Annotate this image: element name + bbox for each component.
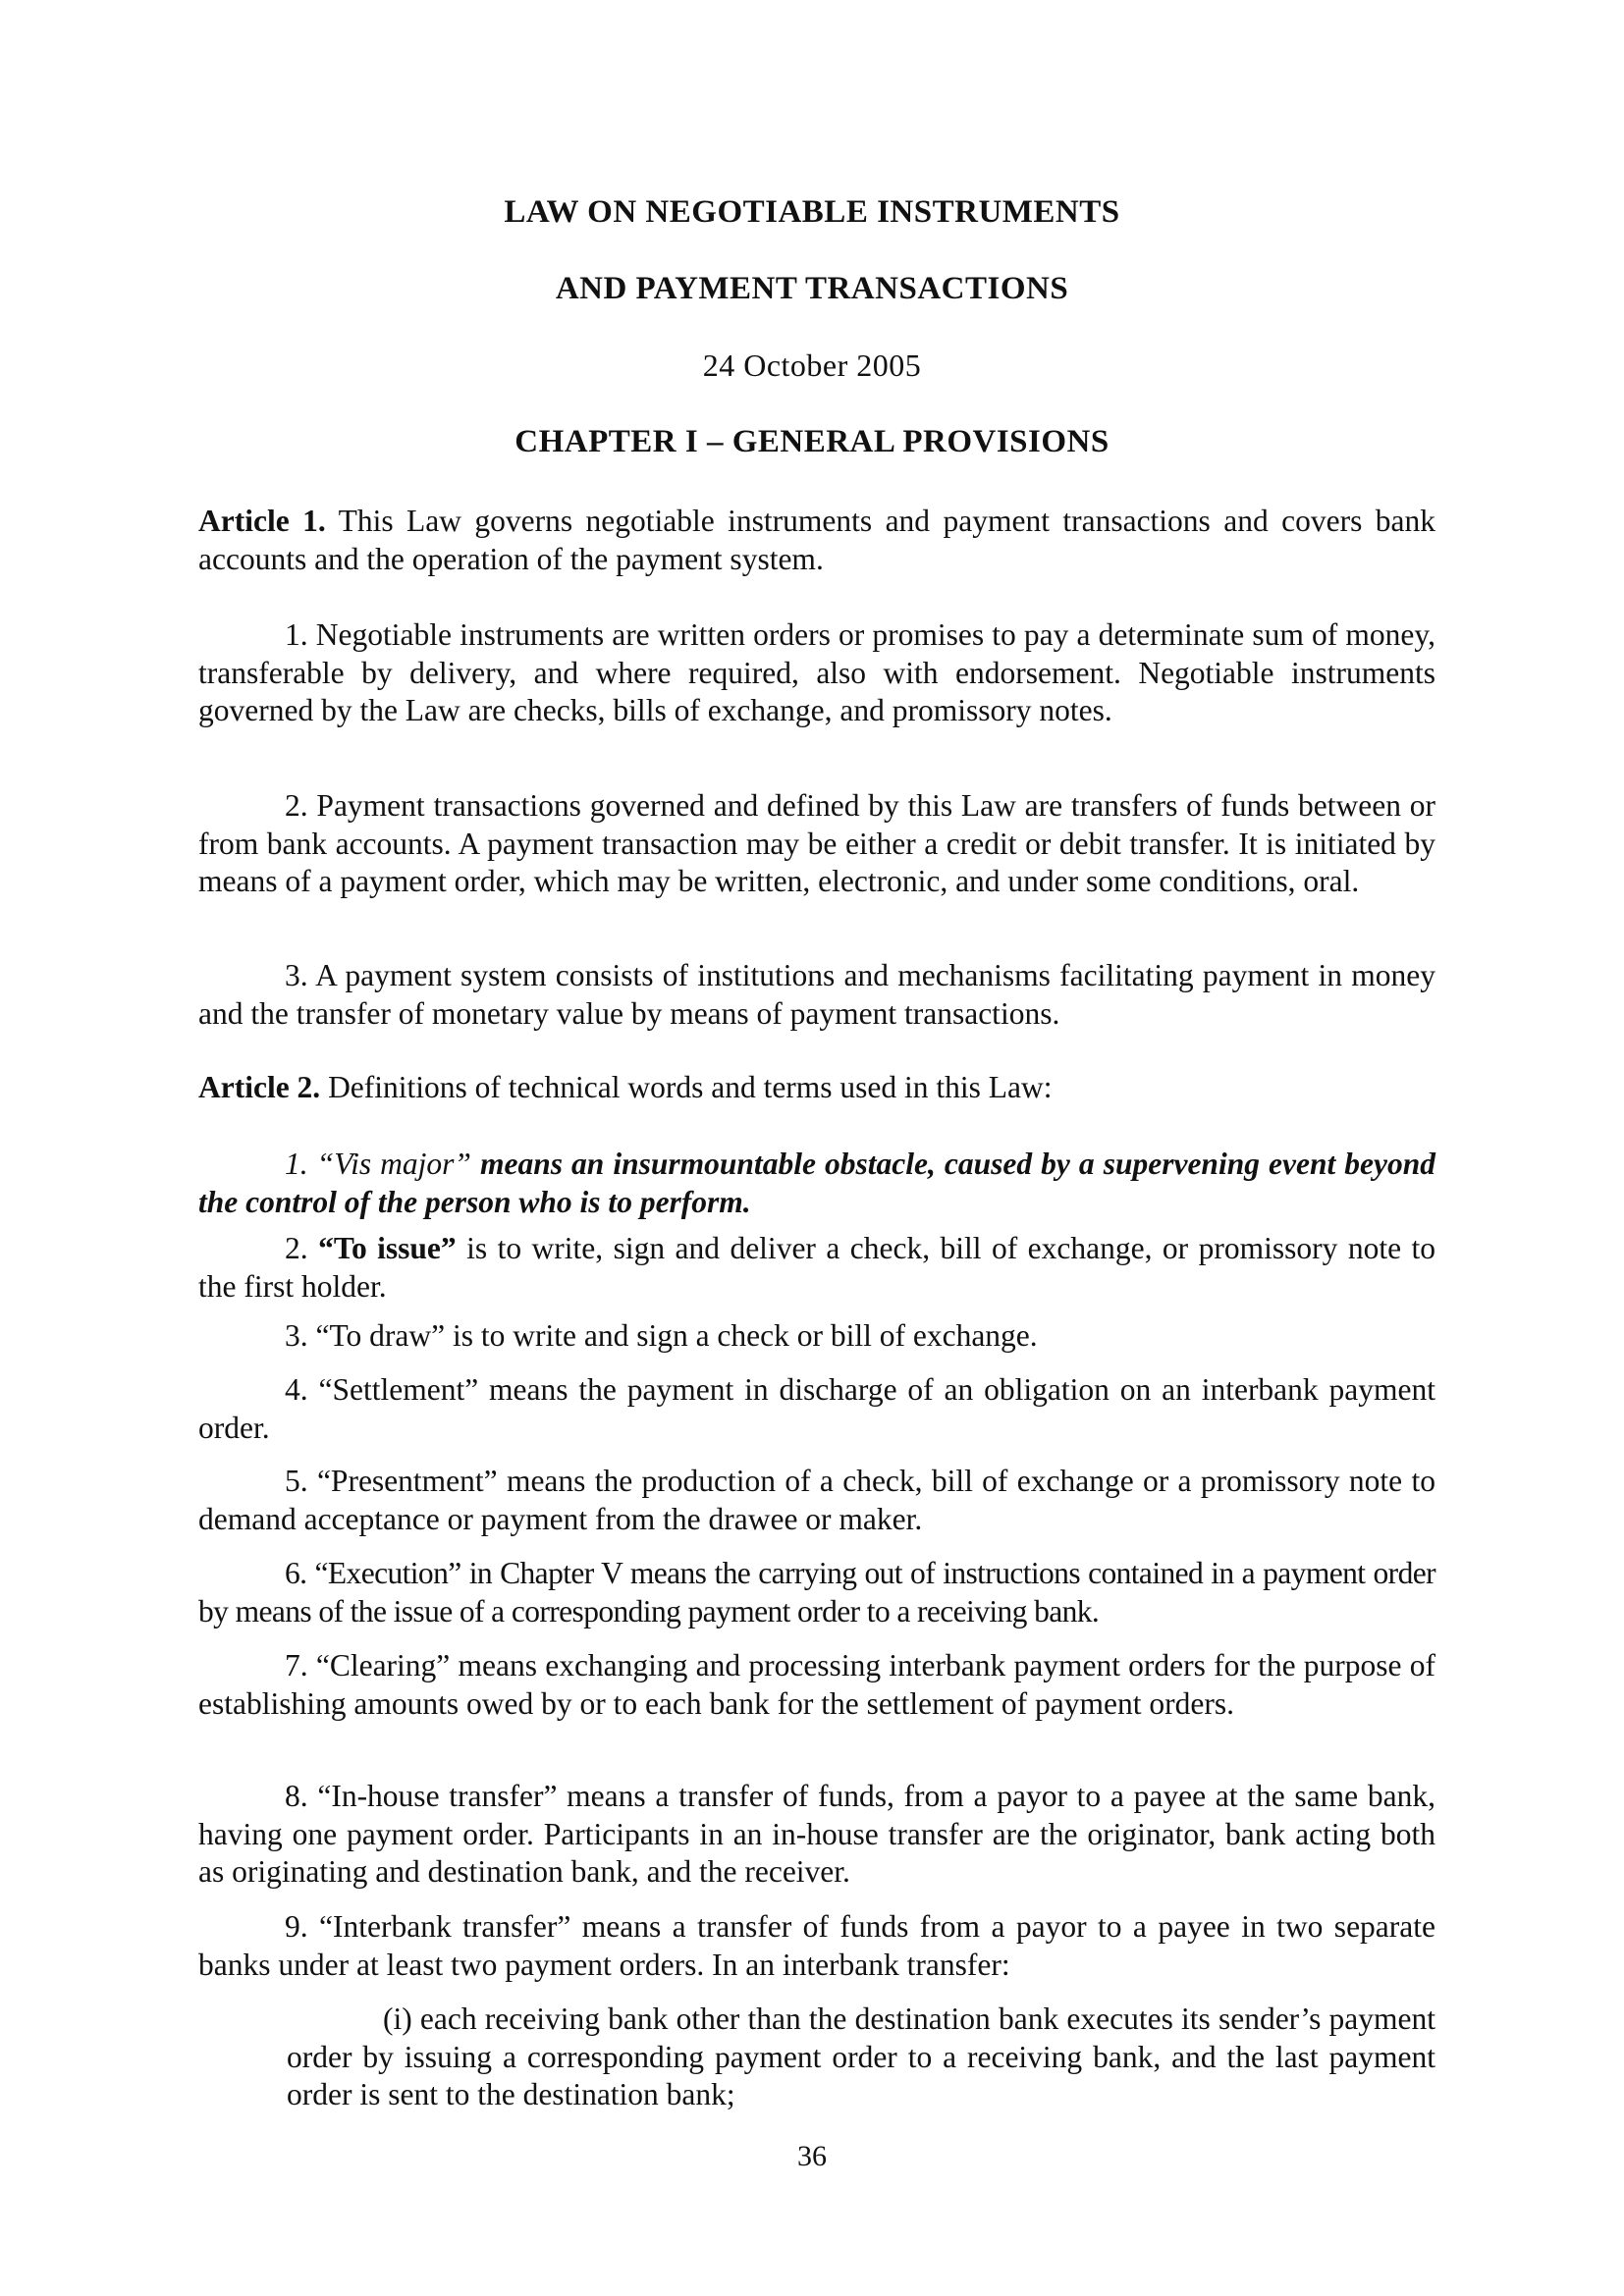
definition-9-sub-items — [198, 2001, 1435, 2114]
article-2-intro — [198, 1069, 1435, 1107]
document-date: 24 October 2005 — [702, 347, 922, 383]
definition-term: “To issue” — [318, 1231, 457, 1265]
definition-2-text — [198, 1230, 1435, 1306]
definition-2 — [198, 1230, 1435, 1306]
article-1-text: This Law governs negotiable instruments and payment transactions and covers bank accounts and the operation of the payment system. — [198, 504, 1435, 576]
article-1-paragraph-1 — [198, 616, 1435, 730]
definition-term: “Vis major” — [316, 1147, 471, 1181]
definition-number: 1. — [285, 1147, 317, 1181]
definition-text: 5. “Presentment” means the production of a check, bill of exchange or a promissory note to demand acceptance or payment from the drawee or maker. — [198, 1464, 1435, 1536]
title-line-2: AND PAYMENT TRANSACTIONS — [555, 271, 1069, 306]
definition-7 — [198, 1647, 1435, 1723]
definition-body: is to write, sign and deliver a check, bill of exchange, or promissory note to the first holder. — [198, 1231, 1435, 1304]
article-1-label: Article 1. — [198, 504, 326, 538]
article-2-label: Article 2. — [198, 1070, 321, 1104]
sub-item-i: (i) each receiving bank other than the destination bank executes its sender’s payment order by issuing a corresponding payment order to a receiving bank, and the last payment order is sent to the destination bank; — [287, 2002, 1435, 2111]
article-1 — [198, 503, 1435, 578]
definition-text: 9. “Interbank transfer” means a transfer of funds from a payor to a payee in two separate banks under at least two payment orders. In an interbank transfer: — [198, 1909, 1435, 1982]
article-2-text: Definitions of technical words and terms used in this Law: — [320, 1070, 1053, 1104]
page-number: 36 — [797, 2140, 827, 2172]
definition-number: 2. — [285, 1231, 319, 1265]
definition-3 — [198, 1317, 1435, 1356]
definition-text: 7. “Clearing” means exchanging and processing interbank payment orders for the purpose of establishing amounts owed by or to each bank for the settlement of payment orders. — [198, 1648, 1435, 1721]
article-2 — [198, 1069, 1435, 1107]
definition-6 — [198, 1555, 1435, 1630]
title-line-1: LAW ON NEGOTIABLE INSTRUMENTS — [504, 194, 1120, 230]
definition-8 — [198, 1778, 1435, 1892]
definition-5 — [198, 1463, 1435, 1538]
definition-1 — [198, 1146, 1435, 1221]
paragraph-text: 1. Negotiable instruments are written orders or promises to pay a determinate sum of money, transferable by delivery, and where required, also with endorsement. Negotiable instruments governed by the Law are checks, bills of exchange, and promissory notes. — [198, 617, 1435, 727]
definition-text: 4. “Settlement” means the payment in discharge of an obligation on an interbank payment order. — [198, 1372, 1435, 1445]
definition-body: means an insurmountable obstacle, caused by a supervening event beyond the control of the person who is to perform. — [198, 1147, 1435, 1219]
definition-1-text — [198, 1146, 1435, 1221]
definition-9 — [198, 1908, 1435, 1984]
definition-text: 8. “In-house transfer” means a transfer of funds, from a payor to a payee at the same bank, having one payment order. Participants in an in-house transfer are the originator, bank acting both as originating and destination bank, and the receiver. — [198, 1779, 1435, 1889]
paragraph-text: 2. Payment transactions governed and defined by this Law are transfers of funds between or from bank accounts. A payment transaction may be either a credit or debit transfer. It is initiated by means of a payment order, which may be written, electronic, and under some conditions, oral. — [198, 788, 1435, 898]
paragraph-text: 3. A payment system consists of institutions and mechanisms facilitating payment in money and the transfer of monetary value by means of payment transactions. — [198, 958, 1435, 1031]
article-1-paragraph-2 — [198, 787, 1435, 901]
definition-text: 6. “Execution” in Chapter V means the carrying out of instructions contained in a payment order by means of the issue of a corresponding payment order to a receiving bank. — [198, 1556, 1435, 1629]
article-1-intro — [198, 503, 1435, 578]
article-1-paragraph-3 — [198, 957, 1435, 1033]
definition-4 — [198, 1371, 1435, 1447]
definition-text: 3. “To draw” is to write and sign a check or bill of exchange. — [285, 1318, 1038, 1353]
chapter-heading: CHAPTER I – GENERAL PROVISIONS — [514, 424, 1110, 459]
